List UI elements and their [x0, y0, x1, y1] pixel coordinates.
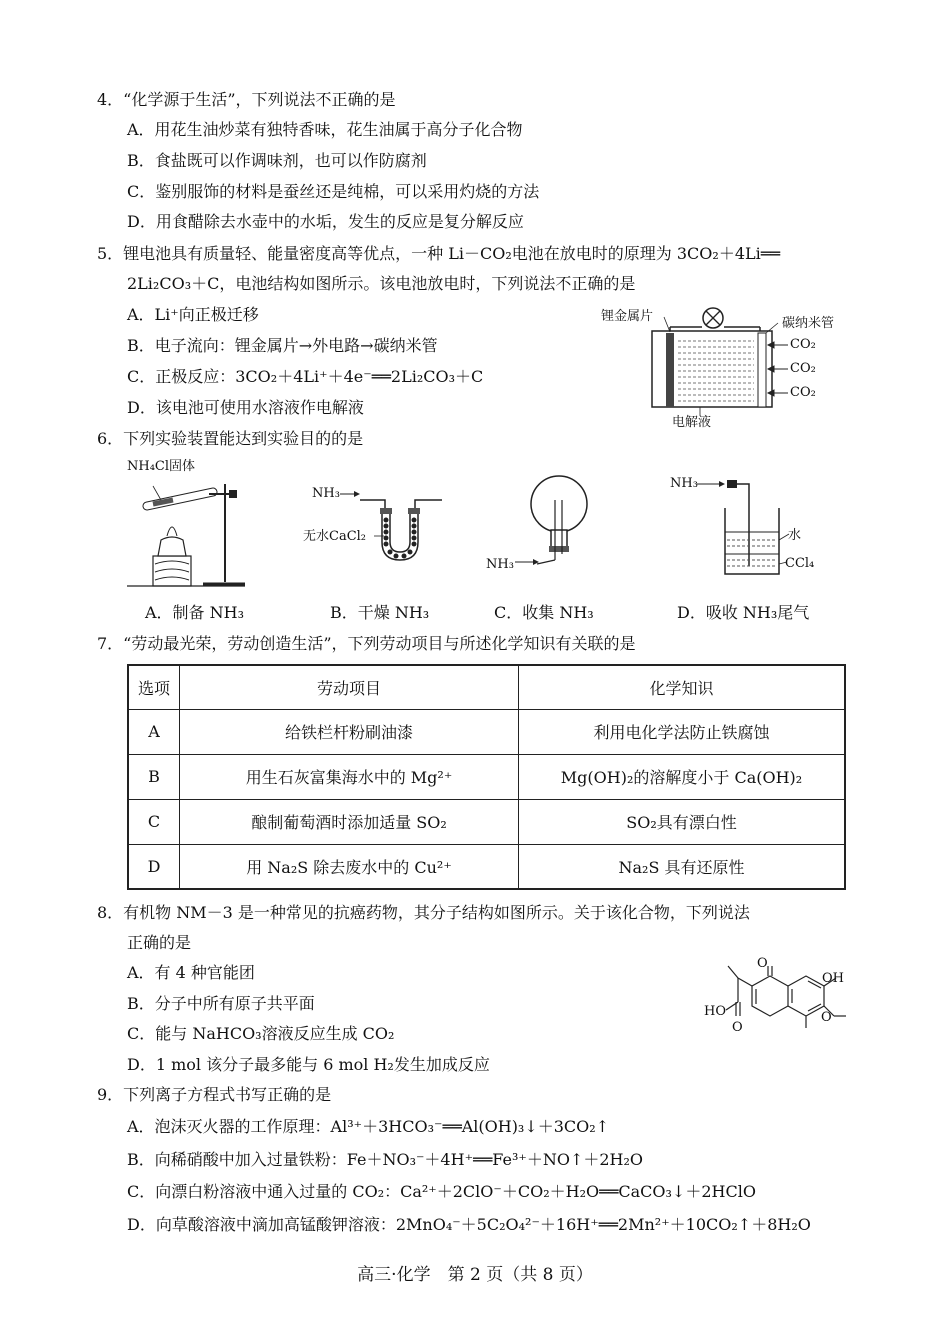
q9-option-c: C．向漂白粉溶液中通入过量的 CO₂：Ca²⁺＋2ClO⁻＋CO₂＋H₂O══CaCO₃↓＋2HClO [127, 1182, 756, 1201]
label-co2-2: CO₂ [790, 361, 816, 376]
lithium-sheet [666, 333, 674, 407]
q5-option-c: C．正极反应：3CO₂＋4Li⁺＋4e⁻══2Li₂CO₃＋C [127, 367, 484, 386]
header-chemistry: 化学知识 [519, 665, 846, 709]
apparatus-c-flask [515, 470, 595, 580]
apparatus-d-beaker [695, 478, 795, 578]
mol-label-oh: OH [822, 971, 844, 986]
cell-labor: 给铁栏杆粉刷油漆 [180, 709, 519, 754]
cell-option: C [128, 799, 180, 844]
header-option: 选项 [128, 665, 180, 709]
table-header-row [128, 665, 845, 709]
q7-table [127, 664, 846, 890]
page-footer: 高三·化学 第 2 页（共 8 页） [357, 1265, 593, 1285]
q9-option-a: A．泡沫灭火器的工作原理：Al³⁺＋3HCO₃⁻══Al(OH)₃↓＋3CO₂↑ [127, 1117, 610, 1136]
mol-label-o-acid: O [732, 1020, 743, 1035]
q6-option-a: A．制备 NH₃ [145, 603, 245, 622]
label-electrolyte: 电解液 [672, 415, 712, 430]
cell-labor: 用 Na₂S 除去废水中的 Cu²⁺ [180, 844, 519, 889]
mol-label-ho: HO [704, 1004, 726, 1019]
table-row [128, 844, 845, 889]
q4-stem: 4．“化学源于生活”，下列说法不正确的是 [97, 90, 396, 109]
q8-option-b: B．分子中所有原子共平面 [127, 994, 315, 1013]
q8-stem-line2: 正确的是 [127, 933, 192, 952]
label-b-nh3: NH₃ [312, 486, 340, 501]
q6-option-c: C．收集 NH₃ [494, 603, 594, 622]
q9-option-d: D．向草酸溶液中滴加高锰酸钾溶液：2MnO₄⁻＋5C₂O₄²⁻＋16H⁺══2Mn²⁺＋10CO₂↑＋8H₂O [127, 1215, 811, 1234]
q6-option-b: B．干燥 NH₃ [330, 603, 430, 622]
q9-option-b: B．向稀硝酸中加入过量铁粉：Fe＋NO₃⁻＋4H⁺══Fe³⁺＋NO↑＋2H₂O [127, 1150, 644, 1169]
cell-option: D [128, 844, 180, 889]
label-c-nh3: NH₃ [486, 557, 514, 572]
q5-stem-line2: 2Li₂CO₃＋C，电池结构如图所示。该电池放电时，下列说法不正确的是 [127, 274, 636, 293]
q5-stem-line1: 5．锂电池具有质量轻、能量密度高等优点，一种 Li－CO₂电池在放电时的原理为 3CO₂＋4Li══ [97, 244, 781, 263]
label-d-nh3: NH₃ [670, 476, 698, 491]
label-lithium-sheet: 锂金属片 [601, 309, 654, 324]
cell-option: B [128, 754, 180, 799]
q4-option-b: B．食盐既可以作调味剂，也可以作防腐剂 [127, 151, 427, 170]
label-carbon-nanotube: 碳纳米管 [782, 316, 835, 331]
label-co2-3: CO₂ [790, 385, 816, 400]
apparatus-b-u-tube [340, 490, 460, 570]
q5-option-d: D．该电池可使用水溶液作电解液 [127, 398, 364, 417]
q4-option-d: D．用食醋除去水壶中的水垢，发生的反应是复分解反应 [127, 212, 524, 231]
lamp-icon [703, 308, 723, 328]
q4-option-a: A．用花生油炒菜有独特香味，花生油属于高分子化合物 [127, 120, 523, 139]
q6-option-d: D．吸收 NH₃尾气 [677, 603, 810, 622]
q5-option-a: A．Li⁺向正极迁移 [127, 305, 259, 324]
q8-option-a: A．有 4 种官能团 [127, 963, 255, 982]
cell-labor: 酿制葡萄酒时添加适量 SO₂ [180, 799, 519, 844]
mol-label-o-carbonyl: O [757, 956, 768, 971]
carbon-nanotube [758, 333, 766, 407]
q8-stem-line1: 8．有机物 NM－3 是一种常见的抗癌药物，其分子结构如图所示。关于该化合物，下列说法 [97, 903, 750, 922]
cell-labor: 用生石灰富集海水中的 Mg²⁺ [180, 754, 519, 799]
label-ccl4: CCl₄ [785, 556, 815, 571]
label-nh4cl: NH₄Cl固体 [127, 459, 196, 474]
label-co2-1: CO₂ [790, 337, 816, 352]
table-row [128, 799, 845, 844]
q9-stem: 9．下列离子方程式书写正确的是 [97, 1085, 332, 1104]
cell-option: A [128, 709, 180, 754]
table-row [128, 754, 845, 799]
cell-chemistry: SO₂具有漂白性 [519, 799, 846, 844]
apparatus-a-heating [125, 474, 250, 589]
q8-option-c: C．能与 NaHCO₃溶液反应生成 CO₂ [127, 1024, 395, 1043]
q7-stem: 7．“劳动最光荣，劳动创造生活”，下列劳动项目与所述化学知识有关联的是 [97, 634, 636, 653]
q6-stem: 6．下列实验装置能达到实验目的的是 [97, 429, 364, 448]
q4-option-c: C．鉴别服饰的材料是蚕丝还是纯棉，可以采用灼烧的方法 [127, 182, 540, 201]
table-row [128, 709, 845, 754]
cell-chemistry: Na₂S 具有还原性 [519, 844, 846, 889]
label-cacl2: 无水CaCl₂ [303, 529, 367, 544]
cell-chemistry: 利用电化学法防止铁腐蚀 [519, 709, 846, 754]
q5-option-b: B．电子流向：锂金属片→外电路→碳纳米管 [127, 336, 438, 355]
mol-label-o-methoxy: O [821, 1010, 832, 1025]
q8-option-d: D．1 mol 该分子最多能与 6 mol H₂发生加成反应 [127, 1055, 490, 1074]
label-water: 水 [788, 528, 802, 543]
cell-chemistry: Mg(OH)₂的溶解度小于 Ca(OH)₂ [519, 754, 846, 799]
header-labor: 劳动项目 [180, 665, 519, 709]
